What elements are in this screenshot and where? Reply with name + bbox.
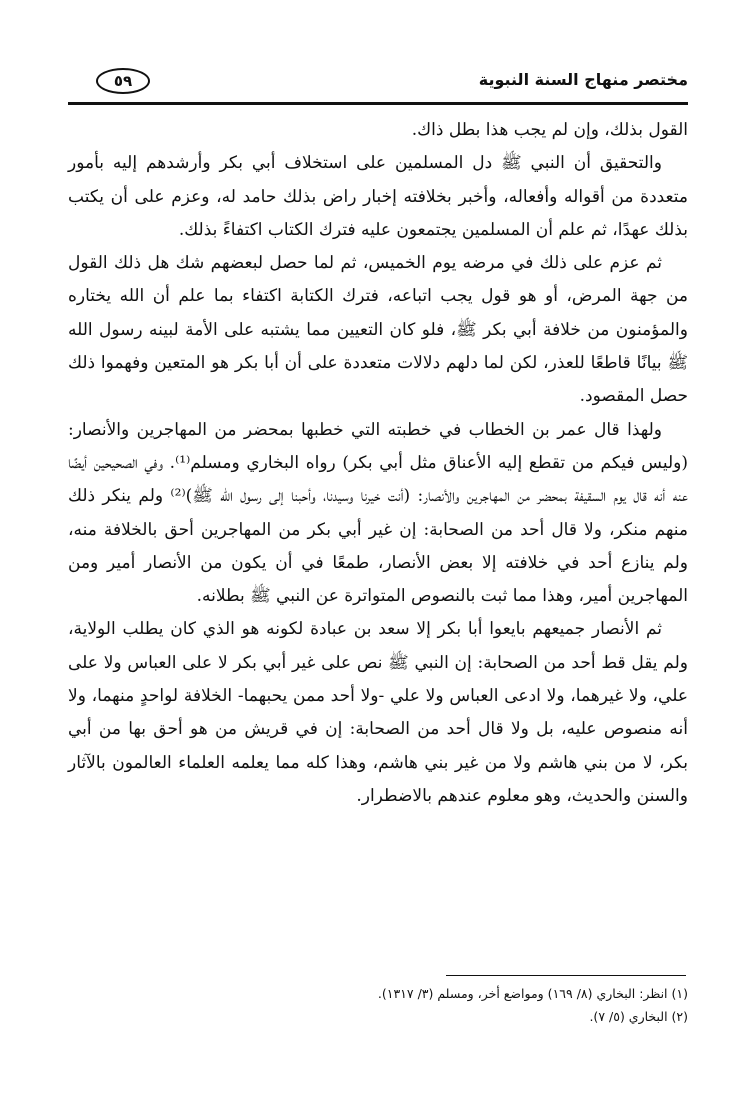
paragraph-3: ثم عزم على ذلك في مرضه يوم الخميس، ثم لما حصل لبعضهم شك هل ذلك القول من جهة المرض، أو هو قول يجب اتباعه، فترك الكتابة اكتفاء بما علم أن الله يختاره والمؤمنون من خلافة أبي بكر ﷺ، فلو كان التعيين مما يشتبه على الأمة لبينه رسول الله ﷺ بيانًا قاطعًا للعذر، لكن لما دلهم دلالات متعددة على أن أبا بكر هو المتعين وفهموا ذلك حصل المقصود.: [68, 253, 688, 407]
footnotes: [68, 982, 688, 1028]
footnote-2: (٢) البخاري (٥/ ٧).: [589, 1009, 688, 1024]
paragraph-2: والتحقيق أن النبي ﷺ دل المسلمين على استخلاف أبي بكر وأرشدهم إليه بأمور متعددة من أقواله وأفعاله، وأخبر بخلافته إخبار راض بذلك حامد له، وعزم على أن يكتب بذلك عهدًا، ثم علم أن المسلمين يجتمعون عليه فترك الكتاب اكتفاءً بذلك.: [68, 153, 688, 240]
page-number: ٥٩: [96, 68, 150, 94]
paragraph-4: ولهذا قال عمر بن الخطاب في خطبته التي خطبها بمحضر من المهاجرين والأنصار: (وليس فيكم من تقطع إليه الأعناق مثل أبي بكر) رواه البخاري ومسلم⁽¹⁾. وفي الصحيحين أيضًا عنه أنه قال يوم السقيفة بمحضر من المهاجرين والأنصار: (أنت خيرنا وسيدنا، وأحبنا إلى رسول الله ﷺ)⁽²⁾ ولم ينكر ذلك منهم منكر، ولا قال أحد من الصحابة: إن غير أبي بكر من المهاجرين أحق بالخلافة منه، ولم ينازع أحد في خلافته إلا بعض الأنصار، طمعًا في أن يكون من الأنصار أمير ومن المهاجرين أمير، وهذا مما ثبت بالنصوص المتواترة عن النبي ﷺ بطلانه.: [68, 419, 689, 607]
footnote-1: (١) انظر: البخاري (٨/ ١٦٩) ومواضع أخر، ومسلم (٣/ ١٣١٧).: [377, 986, 688, 1001]
footnote-rule: [446, 975, 686, 976]
running-title: مختصر منهاج السنة النبوية: [478, 70, 688, 89]
paragraph-5: ثم الأنصار جميعهم بايعوا أبا بكر إلا سعد بن عبادة لكونه هو الذي كان يطلب الولاية، ولم يقل قط أحد من الصحابة: إن النبي ﷺ نص على غير أبي بكر لا على العباس ولا على علي، ولا غيرهما، ولا ادعى العباس ولا علي -ولا أحد ممن يحبهما- الخلافة لواحدٍ منهما، ولا أنه منصوص عليه، بل ولا قال أحد من الصحابة: إن في قريش من هو أحق بها من أبي بكر، لا من بني هاشم ولا من غير بني هاشم، وهذا كله مما يعلمه العلماء العالمون بالآثار والسنن والحديث، وهو معلوم عندهم بالاضطرار.: [68, 619, 688, 806]
paragraph-1: القول بذلك، وإن لم يجب هذا بطل ذاك.: [411, 120, 688, 140]
page-header: [68, 66, 688, 106]
body-text: [68, 114, 688, 813]
header-rule: [68, 102, 688, 105]
